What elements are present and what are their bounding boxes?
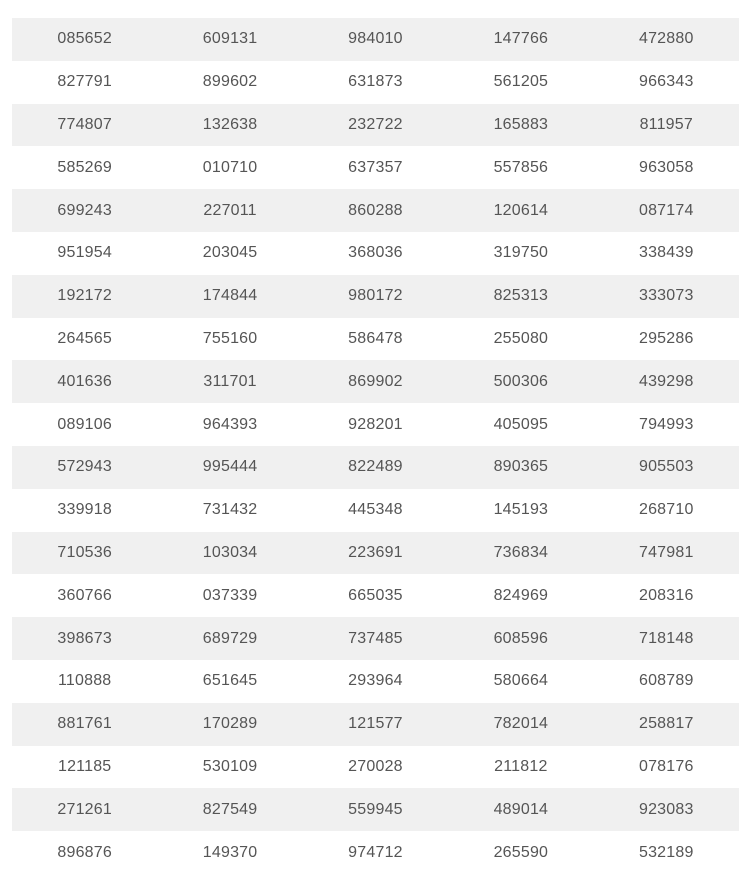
table-row (12, 831, 739, 874)
table-cell: 265590 (448, 831, 593, 874)
table-row (12, 360, 739, 403)
table-cell: 580664 (448, 660, 593, 703)
table-row (12, 318, 739, 361)
table-cell: 293964 (303, 660, 448, 703)
table-cell: 232722 (303, 104, 448, 147)
table-cell: 268710 (594, 489, 739, 532)
table-cell: 689729 (157, 617, 302, 660)
table-row (12, 489, 739, 532)
table-cell: 165883 (448, 104, 593, 147)
table-cell: 145193 (448, 489, 593, 532)
table-cell: 489014 (448, 788, 593, 831)
table-cell: 559945 (303, 788, 448, 831)
table-cell: 339918 (12, 489, 157, 532)
table-cell: 120614 (448, 189, 593, 232)
table-cell: 869902 (303, 360, 448, 403)
table-row (12, 189, 739, 232)
table-cell: 085652 (12, 18, 157, 61)
table-cell: 963058 (594, 146, 739, 189)
table-cell: 089106 (12, 403, 157, 446)
table-cell: 338439 (594, 232, 739, 275)
table-cell: 439298 (594, 360, 739, 403)
table-cell: 747981 (594, 532, 739, 575)
table-row (12, 746, 739, 789)
table-cell: 811957 (594, 104, 739, 147)
table-row (12, 104, 739, 147)
table-cell: 110888 (12, 660, 157, 703)
table-cell: 928201 (303, 403, 448, 446)
number-table (12, 18, 739, 874)
table-cell: 078176 (594, 746, 739, 789)
table-cell: 368036 (303, 232, 448, 275)
table-row (12, 788, 739, 831)
table-row (12, 446, 739, 489)
table-cell: 572943 (12, 446, 157, 489)
table-cell: 132638 (157, 104, 302, 147)
table-row (12, 574, 739, 617)
table-cell: 899602 (157, 61, 302, 104)
table-cell: 890365 (448, 446, 593, 489)
table-cell: 258817 (594, 703, 739, 746)
table-cell: 822489 (303, 446, 448, 489)
table-cell: 585269 (12, 146, 157, 189)
table-cell: 192172 (12, 275, 157, 318)
table-cell: 966343 (594, 61, 739, 104)
table-cell: 319750 (448, 232, 593, 275)
table-cell: 271261 (12, 788, 157, 831)
table-cell: 755160 (157, 318, 302, 361)
table-cell: 557856 (448, 146, 593, 189)
table-row (12, 703, 739, 746)
table-cell: 608789 (594, 660, 739, 703)
table-cell: 905503 (594, 446, 739, 489)
table-cell: 223691 (303, 532, 448, 575)
table-row (12, 18, 739, 61)
table-cell: 964393 (157, 403, 302, 446)
table-row (12, 532, 739, 575)
table-cell: 445348 (303, 489, 448, 532)
table-row (12, 617, 739, 660)
table-cell: 824969 (448, 574, 593, 617)
table-cell: 500306 (448, 360, 593, 403)
table-cell: 651645 (157, 660, 302, 703)
table-cell: 037339 (157, 574, 302, 617)
table-cell: 881761 (12, 703, 157, 746)
table-cell: 121185 (12, 746, 157, 789)
table-cell: 631873 (303, 61, 448, 104)
table-cell: 637357 (303, 146, 448, 189)
table-cell: 980172 (303, 275, 448, 318)
table-cell: 774807 (12, 104, 157, 147)
table-cell: 731432 (157, 489, 302, 532)
table-cell: 203045 (157, 232, 302, 275)
table-cell: 923083 (594, 788, 739, 831)
table-cell: 147766 (448, 18, 593, 61)
table-cell: 699243 (12, 189, 157, 232)
table-cell: 665035 (303, 574, 448, 617)
table-cell: 794993 (594, 403, 739, 446)
table-cell: 401636 (12, 360, 157, 403)
table-cell: 087174 (594, 189, 739, 232)
table-row (12, 61, 739, 104)
table-cell: 984010 (303, 18, 448, 61)
table-cell: 227011 (157, 189, 302, 232)
table-cell: 149370 (157, 831, 302, 874)
table-cell: 896876 (12, 831, 157, 874)
table-cell: 710536 (12, 532, 157, 575)
table-cell: 170289 (157, 703, 302, 746)
table-cell: 121577 (303, 703, 448, 746)
table-cell: 264565 (12, 318, 157, 361)
table-cell: 825313 (448, 275, 593, 318)
table-cell: 860288 (303, 189, 448, 232)
table-cell: 530109 (157, 746, 302, 789)
table-cell: 311701 (157, 360, 302, 403)
table-row (12, 232, 739, 275)
table-row (12, 146, 739, 189)
table-cell: 586478 (303, 318, 448, 361)
table-cell: 010710 (157, 146, 302, 189)
table-cell: 532189 (594, 831, 739, 874)
table-cell: 211812 (448, 746, 593, 789)
table-cell: 270028 (303, 746, 448, 789)
table-cell: 398673 (12, 617, 157, 660)
table-cell: 360766 (12, 574, 157, 617)
table-cell: 255080 (448, 318, 593, 361)
table-cell: 737485 (303, 617, 448, 660)
table-row (12, 275, 739, 318)
table-cell: 405095 (448, 403, 593, 446)
table-cell: 951954 (12, 232, 157, 275)
table-cell: 608596 (448, 617, 593, 660)
table-cell: 718148 (594, 617, 739, 660)
table-cell: 295286 (594, 318, 739, 361)
table-cell: 827549 (157, 788, 302, 831)
table-cell: 174844 (157, 275, 302, 318)
table-row (12, 660, 739, 703)
table-cell: 333073 (594, 275, 739, 318)
table-cell: 208316 (594, 574, 739, 617)
table-body (12, 18, 739, 874)
table-cell: 827791 (12, 61, 157, 104)
table-cell: 782014 (448, 703, 593, 746)
table-cell: 995444 (157, 446, 302, 489)
table-cell: 974712 (303, 831, 448, 874)
table-cell: 472880 (594, 18, 739, 61)
table-cell: 609131 (157, 18, 302, 61)
table-cell: 103034 (157, 532, 302, 575)
table-cell: 736834 (448, 532, 593, 575)
table-row (12, 403, 739, 446)
table-cell: 561205 (448, 61, 593, 104)
